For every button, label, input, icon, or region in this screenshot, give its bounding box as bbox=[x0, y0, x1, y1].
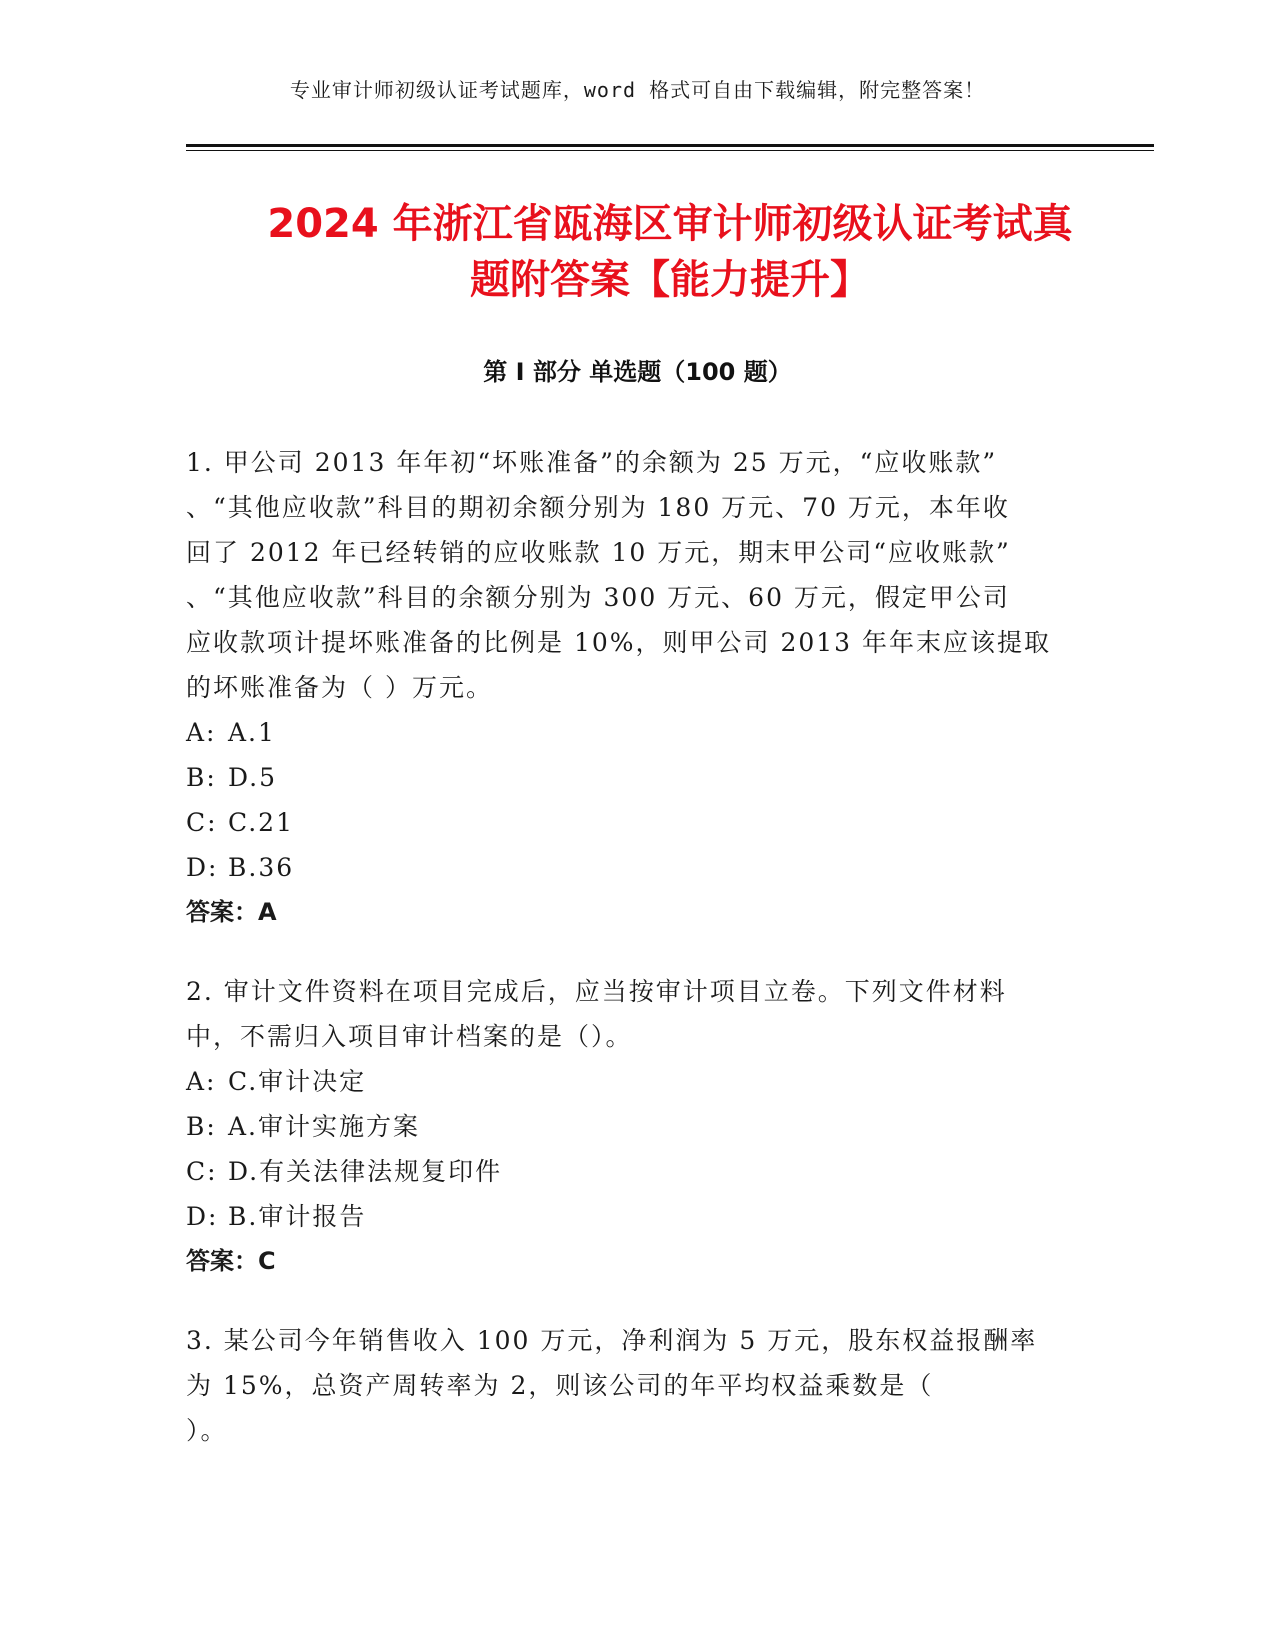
option-text: D.5 bbox=[228, 763, 278, 792]
option-text: D.有关法律法规复印件 bbox=[228, 1157, 503, 1186]
document-title-line-2: 题附答案【能力提升】 bbox=[470, 257, 870, 303]
option-d bbox=[186, 845, 1066, 890]
answer-line bbox=[186, 1239, 1066, 1284]
option-key: A: bbox=[186, 1067, 217, 1096]
answer-prefix: 答案： bbox=[186, 898, 258, 926]
option-key: A: bbox=[186, 718, 217, 747]
document-title bbox=[186, 196, 1154, 308]
option-text: C.21 bbox=[228, 808, 294, 837]
answer-value: A bbox=[258, 898, 277, 926]
option-text: B.审计报告 bbox=[228, 1202, 367, 1231]
question-list bbox=[186, 440, 1066, 1487]
option-b bbox=[186, 755, 1066, 800]
answer-value: C bbox=[258, 1247, 276, 1275]
option-b bbox=[186, 1104, 1066, 1149]
answer-line bbox=[186, 890, 1066, 935]
option-text: B.36 bbox=[228, 853, 295, 882]
option-key: C: bbox=[186, 808, 218, 837]
option-c bbox=[186, 1149, 1066, 1194]
answer-prefix: 答案： bbox=[186, 1247, 258, 1275]
header-note: 专业审计师初级认证考试题库，word 格式可自由下载编辑，附完整答案！ bbox=[289, 78, 986, 102]
question-stem: 1. 甲公司 2013 年年初“坏账准备”的余额为 25 万元，“应收账款” 、“其他应收款”科目的期初余额分别为 180 万元、70 万元，本年收 回了 2012 年已经转销的应收账款 10 万元，期末甲公司“应收账款” 、“其他应收款”科目的余额分别为 300 万元、60 万元，假定甲公司 应收款项计提坏账准备的比例是 10%，则甲公司 2013 年年末应该提取 的坏账准备为（ ）万元。 bbox=[186, 448, 1052, 702]
option-key: D: bbox=[186, 853, 219, 882]
option-key: B: bbox=[186, 1112, 217, 1141]
option-text: A.1 bbox=[228, 718, 276, 747]
document-title-line-1: 2024 年浙江省瓯海区审计师初级认证考试真 bbox=[267, 201, 1073, 247]
header-rule-thick bbox=[186, 144, 1154, 147]
option-c bbox=[186, 800, 1066, 845]
option-a bbox=[186, 710, 1066, 755]
option-d bbox=[186, 1194, 1066, 1239]
option-key: B: bbox=[186, 763, 217, 792]
question-stem: 3. 某公司今年销售收入 100 万元，净利润为 5 万元，股东权益报酬率 为 15%，总资产周转率为 2，则该公司的年平均权益乘数是（ ）。 bbox=[186, 1326, 1038, 1445]
option-key: C: bbox=[186, 1157, 218, 1186]
option-a bbox=[186, 1059, 1066, 1104]
question-2 bbox=[186, 969, 1066, 1284]
question-1 bbox=[186, 440, 1066, 935]
question-stem: 2. 审计文件资料在项目完成后，应当按审计项目立卷。下列文件材料 中，不需归入项目审计档案的是（）。 bbox=[186, 977, 1007, 1051]
option-text: A.审计实施方案 bbox=[228, 1112, 421, 1141]
option-key: D: bbox=[186, 1202, 219, 1231]
option-text: C.审计决定 bbox=[228, 1067, 367, 1096]
header-rule-thin bbox=[186, 150, 1154, 151]
question-3 bbox=[186, 1318, 1066, 1453]
section-heading: 第 I 部分 单选题（100 题） bbox=[483, 358, 792, 386]
